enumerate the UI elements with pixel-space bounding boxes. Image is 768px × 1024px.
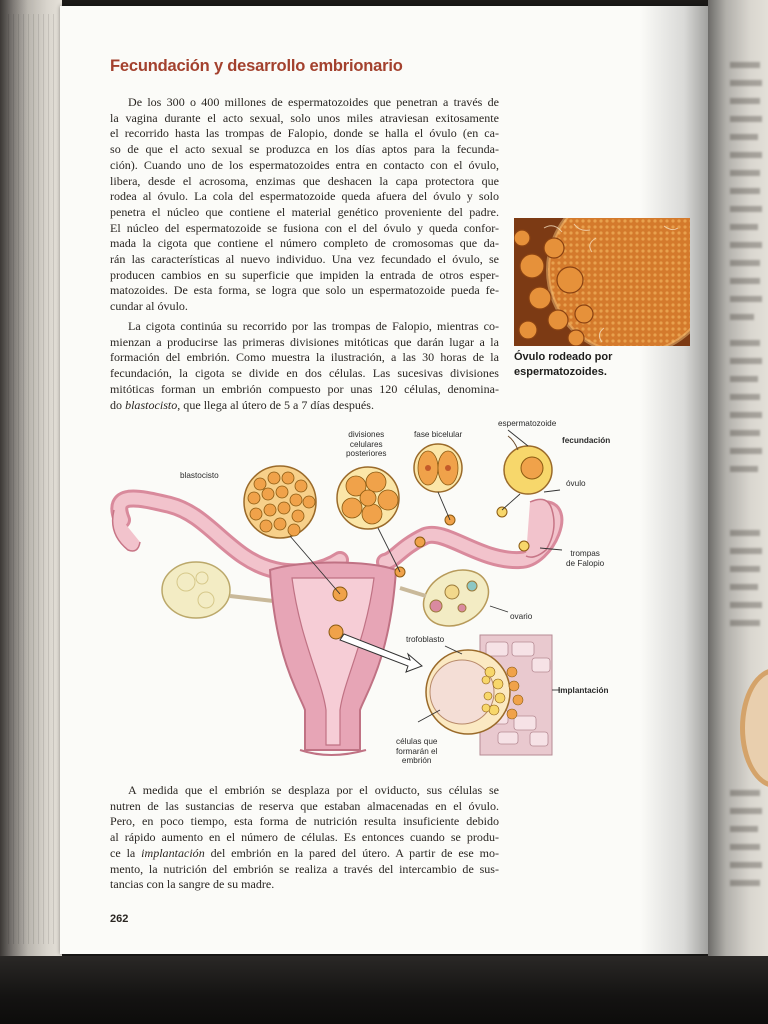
text-line: producen cambios en su superficie que impiden la entrada de otros esper-	[110, 267, 499, 282]
ovum-photo	[514, 218, 690, 346]
label-fase-bicelular: fase bicelular	[414, 430, 463, 439]
label-ovulo: óvulo	[566, 479, 586, 488]
text-line: mitóticas forman un embrión compuesto por unas 120 células, denomina-	[110, 381, 499, 396]
text-line: penetra el núcleo que contiene el material genético proveniente del padre.	[110, 204, 499, 219]
photo-caption: Óvulo rodeado por espermatozoides.	[514, 351, 613, 378]
label-trompas-de-falopio: trompas de Falopio	[566, 549, 605, 568]
label-espermatozoide: espermatozoide	[498, 419, 557, 428]
text-line: mada la cigota que contiene el número completo de cromosomas que da-	[110, 236, 499, 251]
text-line: rán las características al nuevo individuo. Una vez fecundado el óvulo, se	[110, 252, 499, 267]
text-line: la vagina durante el acto sexual, solo unos miles atraviesan exitosamente	[110, 110, 499, 125]
paragraph-implantacion	[110, 783, 499, 893]
facing-page-edge	[708, 0, 768, 960]
page-number: 262	[110, 913, 129, 925]
term-blastocisto: blastocisto	[125, 397, 178, 412]
label-blastocisto: blastocisto	[180, 471, 219, 480]
term-implantacion: implantación	[141, 845, 205, 860]
desk-background	[0, 956, 768, 1024]
paragraph-cigota	[110, 319, 499, 413]
text-line: ción). Cuando uno de los espermatozoides entra en contacto con el óvulo,	[110, 157, 499, 172]
text-line: nutren de las sustancias de reserva que estaban almacenadas en el óvulo.	[110, 798, 499, 813]
text-line: El núcleo del espermatozoide se fusiona con el del óvulo y queda confor-	[110, 220, 499, 235]
text-line: cundar al óvulo.	[110, 299, 188, 314]
text-line: do blastocisto, que llega al útero de 5 a 7 días después.	[110, 397, 374, 412]
label-fecundacion: fecundación	[562, 436, 611, 445]
text-line: mienzan a producirse las primeras divisiones mitóticas que darán lugar a la	[110, 334, 499, 349]
text-line: mento, la nutrición del embrión se realiza a través del intercambio de sus-	[110, 861, 499, 876]
reproductive-system-diagram	[100, 410, 640, 780]
text-line: ce la implantación del embrión en la pared del útero. A partir de ese mo-	[110, 845, 499, 860]
label-ovario: ovario	[510, 612, 533, 621]
label-implantacion: Implantación	[558, 686, 609, 695]
text-line: A medida que el embrión se desplaza por el oviducto, sus células se	[128, 783, 499, 797]
text-line: rodea al óvulo. La cola del espermatozoide queda afuera del óvulo y solo	[110, 189, 499, 204]
text-line: libera, desde el acrosoma, enzimas que deshacen la capa protectora que	[110, 173, 499, 188]
paragraph-fecundacion	[110, 95, 499, 315]
text-line: al rápido aumento en el número de células. Es entonces cuando se produ-	[110, 830, 499, 845]
text-line: De los 300 o 400 millones de espermatozoides que penetran a través de	[128, 95, 499, 109]
book-left-edge	[0, 0, 62, 960]
label-trofoblasto: trofoblasto	[406, 635, 445, 644]
text-line: La cigota continúa su recorrido por las trompas de Falopio, mientras co-	[128, 319, 499, 333]
text-line: tancias con la sangre de su madre.	[110, 877, 275, 892]
text-line: matozoides. De esta forma, se logra que solo un espermatozoide pueda fe-	[110, 283, 499, 298]
label-divisiones: divisiones celulares posteriores	[346, 430, 387, 458]
text-line: fecundación, la cigota se divide en dos células. Las sucesivas divisiones	[110, 366, 499, 381]
section-title: Fecundación y desarrollo embrionario	[110, 57, 403, 75]
text-line: formación del embrión. Como muestra la ilustración, a las 30 horas de la	[110, 350, 499, 365]
label-celulas-embrion: células que formarán el embrión	[396, 737, 438, 765]
diagram-illustration	[100, 410, 640, 780]
implantation-inset	[426, 635, 552, 755]
text-line: so de que el acto sexual se produzca en los días aptos para la fecunda-	[110, 142, 499, 157]
text-line: Pero, en poco tiempo, esta forma de nutrición resulta insuficiente debido	[110, 814, 499, 829]
text-line: el recorrido hasta las trompas de Falopio, donde se halla el óvulo (en ca-	[110, 126, 499, 141]
